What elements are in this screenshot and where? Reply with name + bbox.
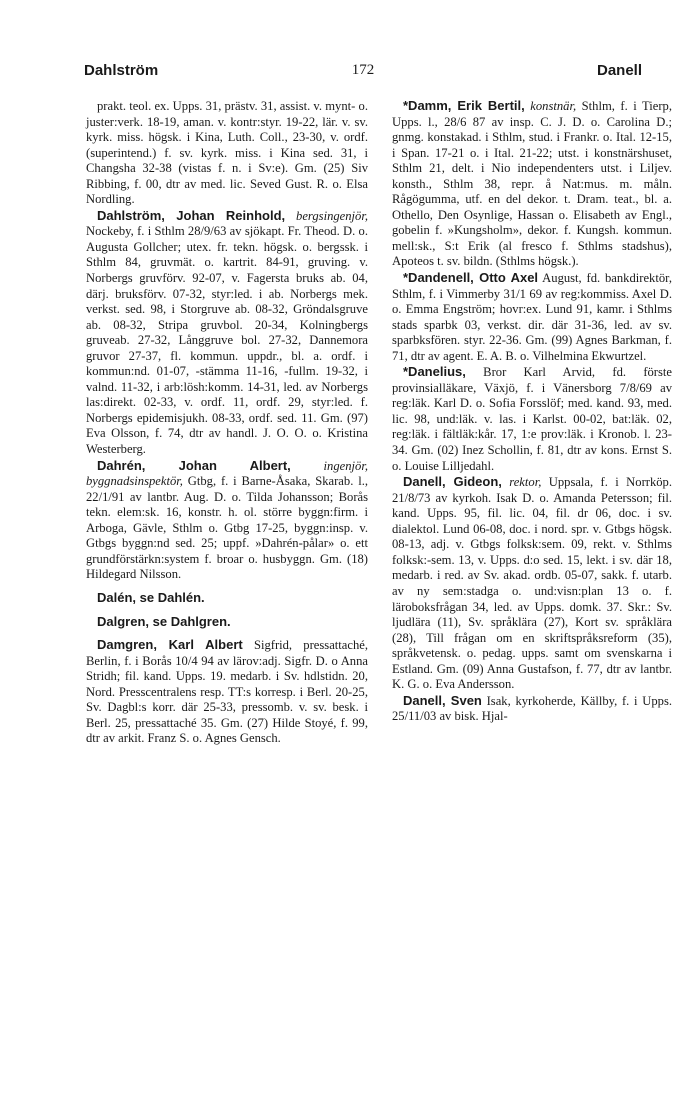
entry-text: Uppsala, f. i Norrköp. 21/8/73 av kyrkoh. Isak D. o. Amanda Petersson; fil. kand. Upps. 95, fil. lic. 04, fil. dr 06, doc. i sv. dialektol. Lund 06-08, doc. i nord. spr. v. Gtbgs högsk. 08-13, adj. v. Gtbgs folksk:sem. 09, rekt. v. Sthlms folksk:-sem. 13, v. Upps. d:o sed. 15, lekt. i sv. där 18, medarb. i red. av Sv. akad. ordb. 05-07, sakk. f. utarb. av ny sem:stadga o. und:visn:plan 13 o. f. läroboksfrågan 34, led. av Upps. domk. 37. Skr.: Sv. ljudlära (11), Sv. språklära (27), Kort sv. språklära (28), Till frågan om en skriftspråksreform (35), språkvetensk. o. pedag. upps. samt om svenskarna i Estland. Gm. (09) Anna Gustafson, f. 77, dtr av lantbr. K. G. o. Eva Andersson. bbox=[392, 475, 673, 692]
biography-entry bbox=[86, 98, 368, 208]
entry-occupation: rektor, bbox=[509, 475, 542, 490]
entry-headword: Danell, Gideon, bbox=[403, 474, 502, 490]
biography-entry bbox=[392, 364, 672, 474]
biography-entry bbox=[86, 208, 368, 458]
entry-text: prakt. teol. ex. Upps. 31, prästv. 31, assist. v. mynt- o. juster:verk. 18-19, aman. v. kontr:styr. 19-22, lär. v. sv. kyrk. miss. högsk. i Kina, Luth. Coll., 23-30, v. ordf. (superintend.) f. sv. kyrk. miss. i Kina sed. 31, i Changsha 32-38 (vistas f. n. i Sv:e). Gm. (25) Siv Ribbing, f. 00, dtr av med. lic. Seved Gust. R. o. Elsa Nordling. bbox=[86, 99, 368, 207]
entry-occupation: ingenjör, byggnadsinspektör, bbox=[86, 458, 368, 489]
running-head-left: Dahlström bbox=[84, 62, 159, 79]
entry-headword: Dahrén, Johan Albert, bbox=[97, 457, 291, 473]
entry-text: Gtbg, f. i Barne-Åsaka, Skarab. l., 22/1/91 av lantbr. Aug. D. o. Tilda Johansson; Borås tekn. elem:sk. 16, konstr. h. ol. större byggn:firm. i Arboga, Gävle, Sthlm o. Gtbg 17-25, byggn:insp. v. Gtbgs byggn:nd sed. 25; uppf. »Dahrén-pålar» o. ett grundförstärkn:system f. broar o. husbyggn. Gm. (18) Hildegard Nilsson. bbox=[86, 474, 368, 582]
biography-entry bbox=[392, 474, 672, 693]
running-head bbox=[84, 62, 642, 82]
entry-occupation: konstnär, bbox=[530, 99, 577, 113]
right-column bbox=[392, 98, 672, 725]
left-column bbox=[86, 98, 368, 747]
entry-text: Isak, kyrkoherde, Källby, f. i Upps. 25/11/03 av bisk. Hjal- bbox=[392, 693, 672, 724]
biography-entry bbox=[86, 458, 368, 583]
biography-entry bbox=[392, 693, 672, 725]
biography-entry bbox=[392, 270, 672, 364]
biography-entry bbox=[392, 98, 672, 270]
cross-reference: Dalén, se Dahlén. bbox=[97, 589, 205, 605]
entry-headword: Danell, Sven bbox=[403, 692, 482, 708]
entry-headword: Dahlström, Johan Reinhold, bbox=[97, 207, 286, 223]
biography-entry bbox=[86, 637, 368, 747]
page-number: 172 bbox=[351, 62, 375, 78]
entry-headword: *Damm, Erik Bertil, bbox=[403, 98, 525, 113]
entry-occupation: bergsingenjör, bbox=[296, 208, 368, 223]
entry-text: Sigfrid, pressattaché, Berlin, f. i Borås 10/4 94 av lärov:adj. Sigfr. D. o Anna Stridh; fil. kand. Upps. 19. medarb. i Sv. hdlstidn. 20, Nord. Presscentralens resp. TT:s korresp. i Berl. 20-25, Sv. Dagbl:s korr. där 25-33, pressomb. v. sv. besk. i Berl. 25, pressattaché 35. Gm. (27) Hilde Stoyé, f. 99, dtr av arkit. Franz S. o. Agnes Gensch. bbox=[86, 638, 368, 746]
cross-reference: Dalgren, se Dahlgren. bbox=[97, 613, 231, 629]
entry-text: Sthlm, f. i Tierp, Upps. l., 28/6 87 av insp. C. J. D. o. Carolina D.; gnmg. konstakad. i Sthlm, stud. i Frankr. o. Ital. 12-15, i Span. 17-21 o. i Ital. 21-22; utst. i konstnärshuset, Sthlm 21, delt. i Nio independenters utst. i Liljev. konsth., Sthlm 38, repr. å Nat:mus. m. måln. Rågögumma, utf. en del dekor. t. Dram. teat., bl. a. Othello, Den Osynlige, Hassan o. Elisabeth av Engl., gobelin f. »Kungsholm», dekor. f. Kungsh. kommun. mell:sk., S:t Erik (al fresco f. Sthlms stadshus), Apoteos t. sv. bildn. (Sthlms högsk.). bbox=[392, 99, 672, 269]
entry-headword: *Dandenell, Otto Axel bbox=[403, 270, 539, 286]
running-head-right: Danell bbox=[596, 62, 642, 79]
entry-text: Nockeby, f. i Sthlm 28/9/63 av sjökapt. Fr. Theod. D. o. Augusta Gollcher; utex. fr. tekn. högsk. o. bergssk. i Sthlm 84, gruvmät. o. kartrit. 84-91, gruving. v. Norbergs gruvförv. 92-07, v. Fagersta bruks ab. 04, därj. bruksförv. 07-32, styr:led. i ab. Norbergs mek. verkst. sed. 98, i Storgruve ab. 08-32, Gröndalsgruve ab. 08-32, Stripa gruvbol. 20-34, Kolningbergs gruveab. 27-32, Långgruve bol. 27-32, Dannemora gruvor 27-37, fl. kommun. uppdr., bl. a. ordf. i kommun:nd. 01-07, -stämma 11-16, -fullm. 19-32, i valnd. 11-32, i arb:lösh:komm. 14-31, led. av Norbergs las:direkt. 02-33, v. ordf. 11, ordf. 29, styr:led. f. Norbergs epidemisjukh. 08-33, ordf. sed. 11. Gm. (97) Eva Olsson, f. 74, dtr av handl. J. O. O. o. Kristina Westerberg. bbox=[86, 224, 368, 457]
cross-reference-entry bbox=[86, 614, 368, 631]
entry-headword: *Danelius, bbox=[403, 364, 466, 380]
entry-text: August, fd. bankdirektör, Sthlm, f. i Vimmerby 31/1 69 av reg:kommiss. Axel D. o. Emma Engström; hovr:ex. Lund 91, kamr. i Sthlms stads sparbk 03, verkst. dir. där 31-36, led. av sv. sparbksfören. styr. 22-36. Gm. (99) Agnes Barkman, f. 71, dtr av agent. E. A. B. o. Vilhelmina Ekwurtzel. bbox=[392, 271, 672, 363]
cross-reference-entry bbox=[86, 590, 368, 607]
entry-headword: Damgren, Karl Albert bbox=[97, 637, 243, 653]
entry-text: Bror Karl Arvid, fd. förste provinsialläkare, Växjö, f. i Vänersborg 7/8/69 av reg:läk. Karl D. o. Sofia Forsslöf; med. kand. 93, med. lic. 98, und:läk. v. las. i Karlst. 00-02, bat:läk. 02, reg:läk. i fältläk:kår. 17, 1:e prov:läk. i Kronob. l. 23-34. Gm. (02) Inez Schollin, f. 81, dtr av kons. Ernst S. o. Louise Lilljedahl. bbox=[392, 365, 672, 473]
